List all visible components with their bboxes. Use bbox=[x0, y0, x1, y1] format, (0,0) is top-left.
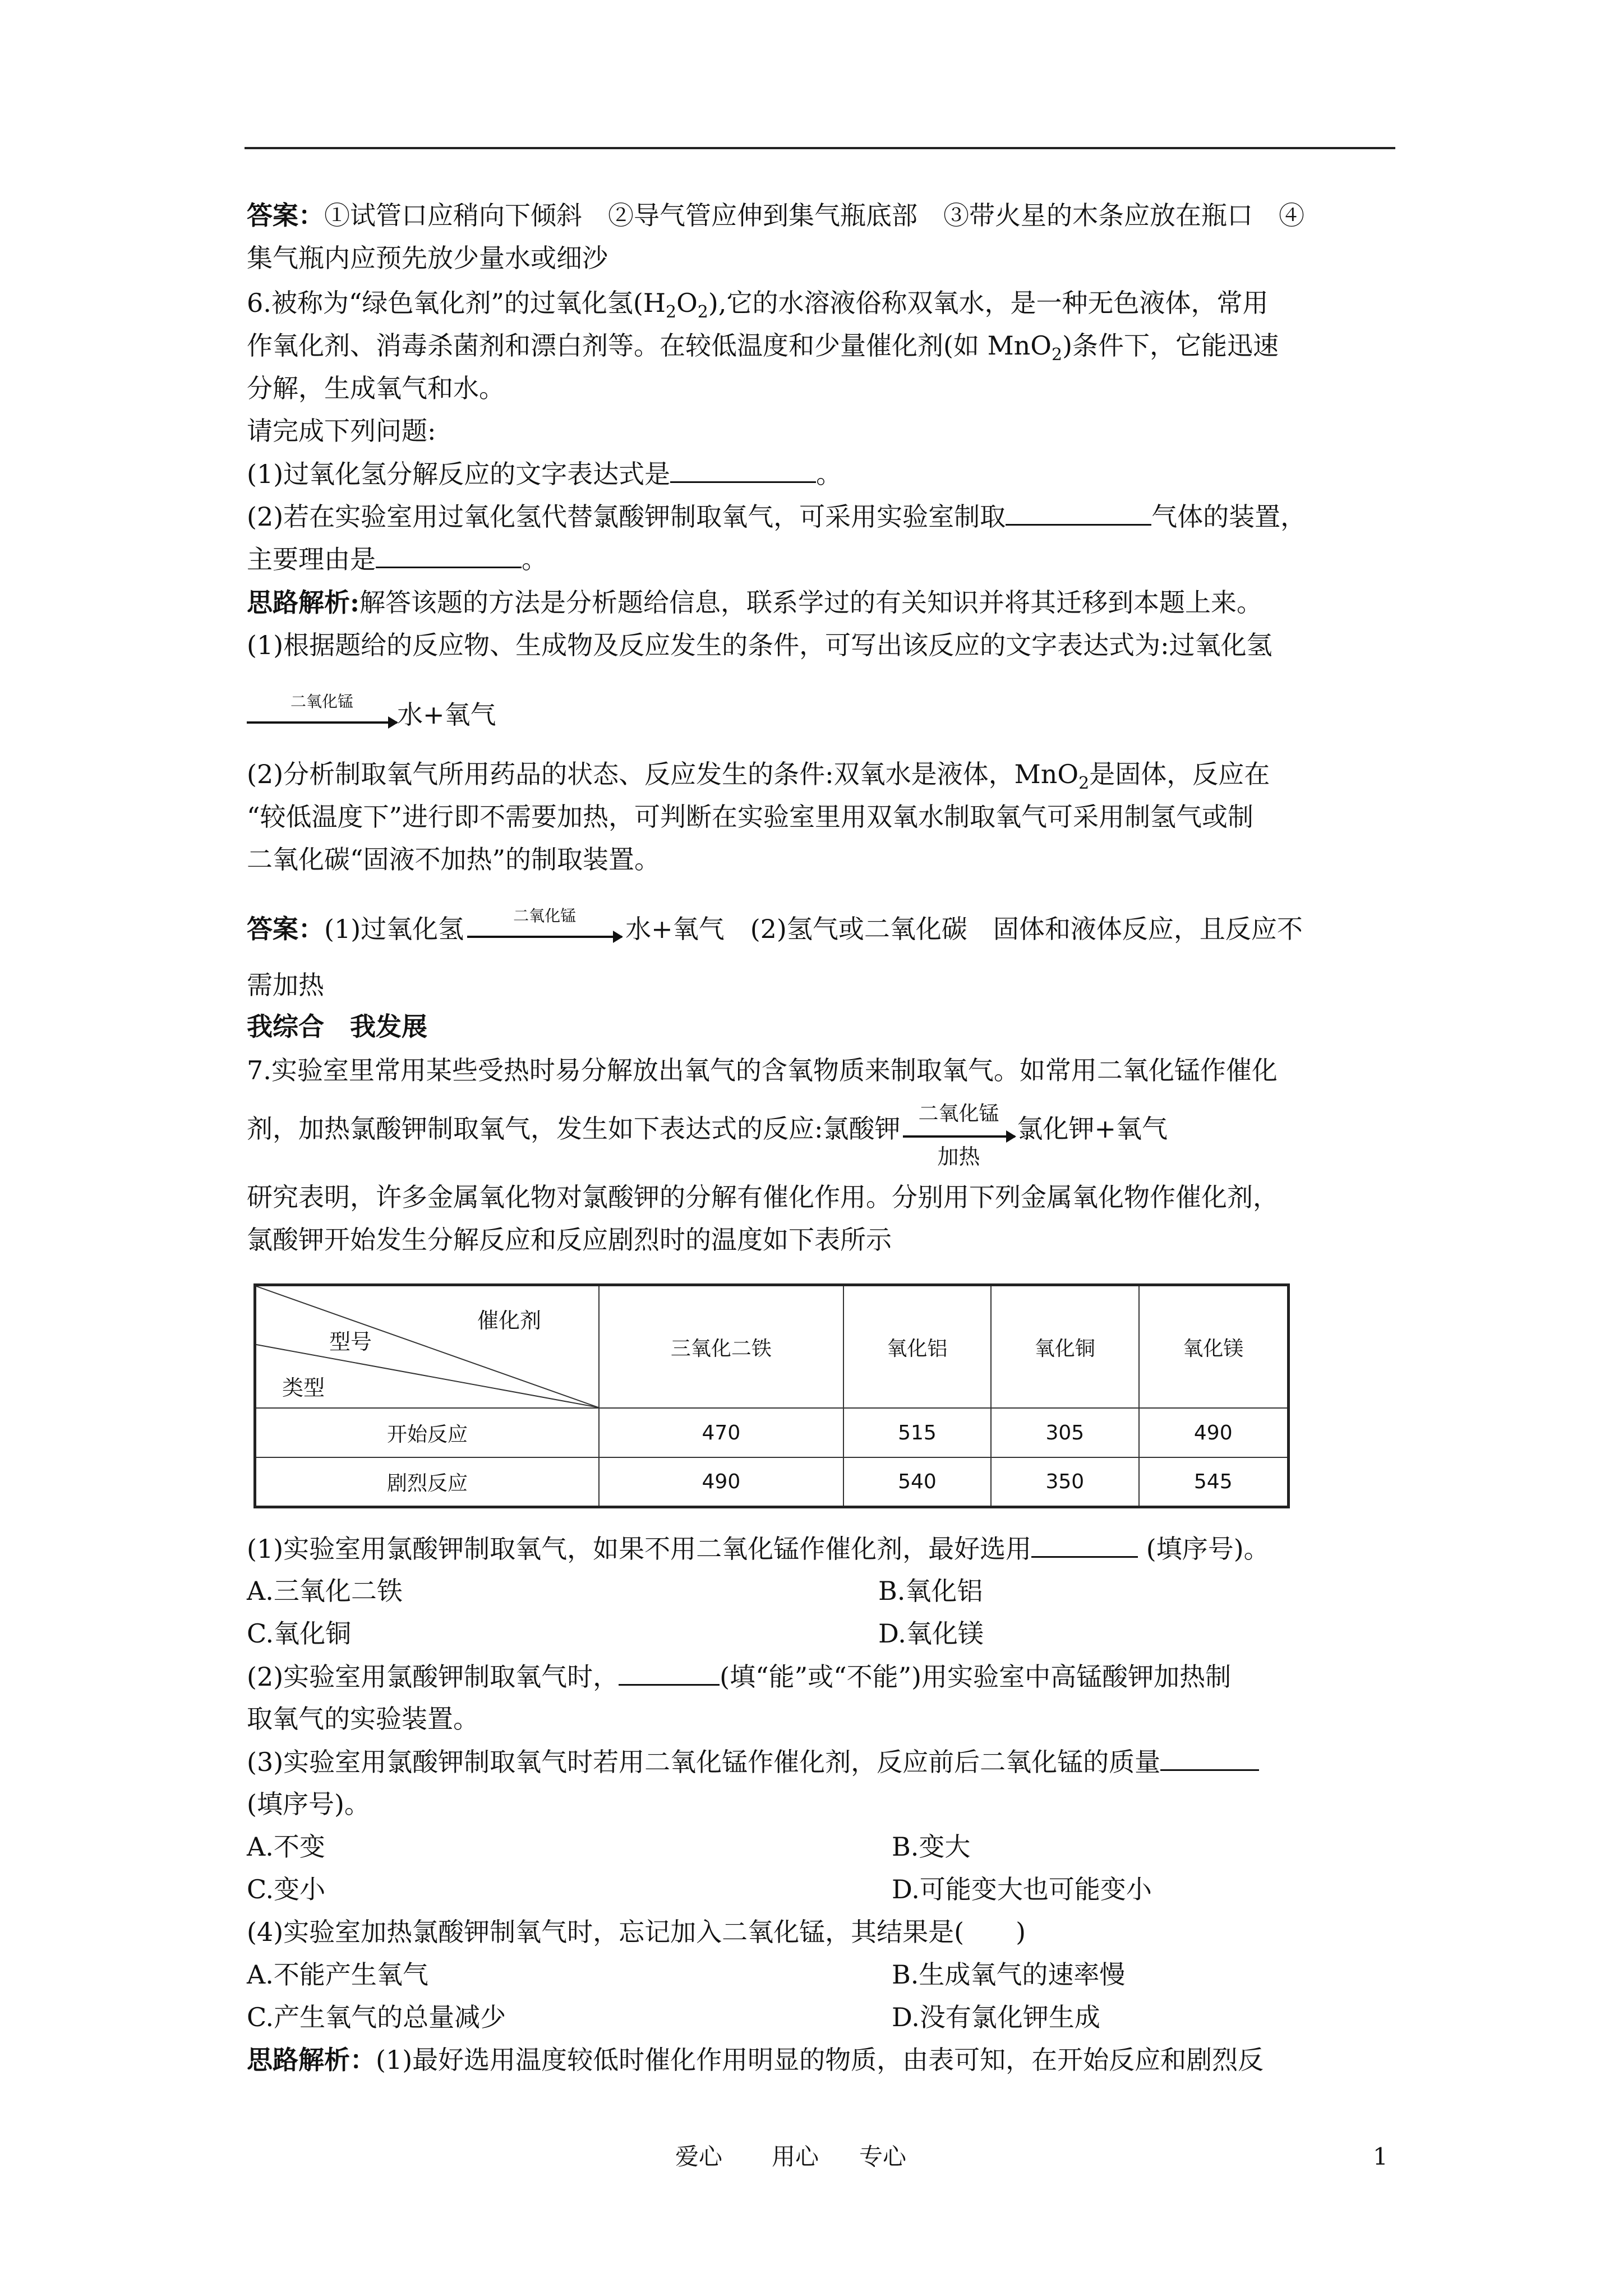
footer-text: 用心 bbox=[772, 2143, 819, 2170]
text: 取氧气的实验装置。 bbox=[247, 1704, 479, 1734]
table-cell: 540 bbox=[843, 1457, 991, 1507]
column-header: 三氧化二铁 bbox=[599, 1285, 843, 1409]
answer-text: ①试管口应稍向下倾斜 ②导气管应伸到集气瓶底部 ③带火星的木条应放在瓶口 ④ bbox=[324, 200, 1304, 231]
text: 解答该题的方法是分析题给信息，联系学过的有关知识并将其迁移到本题上来。 bbox=[359, 587, 1262, 618]
subscript: 2 bbox=[665, 302, 677, 323]
text: (3)实验室用氯酸钾制取氧气时若用二氧化锰作催化剂，反应前后二氧化锰的质量 bbox=[247, 1747, 1161, 1777]
question-7-line bbox=[247, 1053, 1278, 1087]
option-d: D.没有氯化钾生成 bbox=[892, 2002, 1100, 2032]
subscript: 2 bbox=[697, 302, 708, 323]
text: 二氧化碳“固液不加热”的制取装置。 bbox=[247, 844, 661, 875]
text: 是固体，反应在 bbox=[1089, 759, 1270, 789]
answer-line bbox=[247, 241, 608, 275]
table-cell: 470 bbox=[599, 1408, 843, 1457]
answer-label: 答案： bbox=[247, 914, 324, 944]
text: (1)过氧化氢 bbox=[324, 914, 464, 944]
text: 氯酸钾开始发生分解反应和反应剧烈时的温度如下表所示 bbox=[247, 1225, 892, 1255]
text: (1)实验室用氯酸钾制取氧气，如果不用二氧化锰作催化剂，最好选用 bbox=[247, 1534, 1032, 1564]
reaction-arrow bbox=[247, 692, 397, 724]
analysis-line bbox=[247, 586, 1262, 619]
text: 。 bbox=[522, 544, 547, 574]
text: 。 bbox=[816, 459, 842, 489]
text: 主要理由是 bbox=[247, 544, 376, 574]
question-7-part-2 bbox=[247, 1702, 479, 1736]
question-6-line bbox=[247, 371, 505, 405]
header-rule bbox=[245, 147, 1395, 149]
question-7-part-4 bbox=[247, 1915, 1026, 1949]
option-a: A.不能产生氧气 bbox=[247, 1959, 428, 1990]
text: 剂，加热氯酸钾制取氧气，发生如下表达式的反应:氯酸钾 bbox=[247, 1114, 901, 1144]
question-6-part-2 bbox=[247, 499, 1306, 533]
text: (2)分析制取氧气所用药品的状态、反应发生的条件:双氧水是液体，MnO bbox=[247, 759, 1079, 789]
corner-label: 型号 bbox=[329, 1329, 372, 1354]
option-c: C.氧化铜 bbox=[247, 1618, 352, 1649]
option-b: B.变大 bbox=[892, 1832, 971, 1862]
footer-text: 爱心 bbox=[675, 2143, 723, 2170]
table-cell: 490 bbox=[1139, 1408, 1289, 1457]
text: (1)根据题给的反应物、生成物及反应发生的条件，可写出该反应的文字表达式为:过氧化氢 bbox=[247, 630, 1272, 660]
table-corner-cell bbox=[255, 1285, 600, 1409]
row-label: 开始反应 bbox=[255, 1408, 600, 1457]
answer-line bbox=[247, 968, 324, 1002]
table-row bbox=[255, 1457, 1289, 1507]
text: O bbox=[676, 288, 698, 318]
question-6-line bbox=[247, 329, 1279, 365]
question-6-line bbox=[247, 286, 1269, 323]
table-header-row bbox=[255, 1285, 1289, 1409]
question-7-line bbox=[247, 1180, 1279, 1214]
question-7-line bbox=[247, 1223, 892, 1257]
option-c: C.产生氧气的总量减少 bbox=[247, 2002, 506, 2032]
arrow-condition: 二氧化锰 bbox=[918, 1102, 999, 1125]
text: 氯化钾+氧气 bbox=[1017, 1114, 1168, 1144]
answer-blank[interactable] bbox=[619, 1659, 720, 1686]
analysis-line bbox=[247, 2043, 1264, 2077]
catalyst-table bbox=[253, 1283, 1290, 1508]
text: ),它的水溶液俗称双氧水，是一种无色液体，常用 bbox=[708, 288, 1269, 318]
column-header: 氧化镁 bbox=[1139, 1285, 1289, 1409]
table-cell: 305 bbox=[991, 1408, 1138, 1457]
text: 水+氧气 bbox=[397, 700, 496, 730]
text: (填序号)。 bbox=[247, 1789, 370, 1819]
answer-blank[interactable] bbox=[670, 457, 816, 483]
question-6-part-1 bbox=[247, 457, 842, 491]
option-b: B.氧化铝 bbox=[878, 1576, 983, 1606]
question-7-part-2 bbox=[247, 1659, 1231, 1694]
analysis-line bbox=[247, 757, 1270, 794]
text: (2)实验室用氯酸钾制取氧气时， bbox=[247, 1662, 619, 1692]
text: (2)若在实验室用过氧化氢代替氯酸钾制取氧气，可采用实验室制取 bbox=[247, 501, 1006, 532]
answer-line bbox=[247, 907, 1303, 946]
arrow-condition: 二氧化锰 bbox=[290, 692, 353, 711]
row-label: 剧烈反应 bbox=[255, 1457, 600, 1507]
analysis-label: 思路解析： bbox=[247, 2045, 376, 2075]
text: )条件下，它能迅速 bbox=[1062, 330, 1279, 361]
analysis-label: 思路解析: bbox=[247, 587, 359, 618]
page-number: 1 bbox=[1373, 2143, 1388, 2170]
text: 水+氧气 (2)氢气或二氧化碳 固体和液体反应，且反应不 bbox=[625, 914, 1303, 944]
answer-blank[interactable] bbox=[376, 542, 522, 568]
text: 6.被称为“绿色氧化剂”的过氧化氢(H bbox=[247, 288, 666, 318]
answer-blank[interactable] bbox=[1031, 1531, 1138, 1558]
answer-blank[interactable] bbox=[1006, 499, 1151, 526]
text: (填序号)。 bbox=[1138, 1534, 1270, 1564]
table-cell: 350 bbox=[991, 1457, 1138, 1507]
text: 7.实验室里常用某些受热时易分解放出氧气的含氧物质来制取氧气。如常用二氧化锰作催化 bbox=[247, 1055, 1278, 1085]
option-c: C.变小 bbox=[247, 1874, 326, 1904]
arrow-condition: 二氧化锰 bbox=[513, 907, 577, 925]
corner-label: 催化剂 bbox=[477, 1308, 542, 1333]
text: 气体的装置， bbox=[1151, 501, 1307, 532]
question-7-part-1 bbox=[247, 1531, 1270, 1566]
text: (4)实验室加热氯酸钾制氧气时，忘记加入二氧化锰，其结果是( ) bbox=[247, 1917, 1026, 1947]
option-a: A.不变 bbox=[247, 1832, 325, 1862]
column-header: 氧化铝 bbox=[843, 1285, 991, 1409]
reaction-arrow bbox=[903, 1102, 1015, 1169]
column-header: 氧化铜 bbox=[991, 1285, 1138, 1409]
question-6-part-2 bbox=[247, 542, 547, 576]
arrow-condition: 加热 bbox=[937, 1144, 980, 1169]
question-7-part-3 bbox=[247, 1787, 370, 1821]
footer-text: 专心 bbox=[859, 2143, 907, 2170]
analysis-line bbox=[247, 628, 1272, 662]
question-7-part-3 bbox=[247, 1745, 1259, 1779]
text: (1)最好选用温度较低时催化作用明显的物质，由表可知，在开始反应和剧烈反 bbox=[376, 2045, 1264, 2075]
option-a: A.三氧化二铁 bbox=[247, 1576, 403, 1606]
table-cell: 545 bbox=[1139, 1457, 1289, 1507]
subscript: 2 bbox=[1078, 774, 1090, 794]
section-heading: 我综合 我发展 bbox=[247, 1011, 427, 1042]
text: (1)过氧化氢分解反应的文字表达式是 bbox=[247, 459, 671, 489]
table-cell: 490 bbox=[599, 1457, 843, 1507]
text: 请完成下列问题: bbox=[247, 416, 436, 446]
reaction-arrow bbox=[467, 907, 622, 938]
equation-line bbox=[247, 692, 496, 731]
table-row bbox=[255, 1408, 1289, 1457]
answer-line bbox=[247, 199, 1304, 232]
analysis-line bbox=[247, 843, 660, 876]
option-d: D.可能变大也可能变小 bbox=[892, 1874, 1152, 1904]
answer-blank[interactable] bbox=[1160, 1745, 1259, 1771]
question-7-line bbox=[247, 1102, 1168, 1169]
answer-label: 答案： bbox=[247, 200, 324, 231]
question-6-line bbox=[247, 414, 436, 448]
table-cell: 515 bbox=[843, 1408, 991, 1457]
text: 分解，生成氧气和水。 bbox=[247, 373, 505, 403]
text: 需加热 bbox=[247, 970, 324, 1000]
answer-text: 集气瓶内应预先放少量水或细沙 bbox=[247, 243, 608, 273]
text: 作氧化剂、消毒杀菌剂和漂白剂等。在较低温度和少量催化剂(如 MnO bbox=[247, 330, 1052, 361]
text: 研究表明，许多金属氧化物对氯酸钾的分解有催化作用。分别用下列金属氧化物作催化剂， bbox=[247, 1182, 1279, 1212]
option-b: B.生成氧气的速率慢 bbox=[892, 1959, 1126, 1990]
text: (填“能”或“不能”)用实验室中高锰酸钾加热制 bbox=[720, 1662, 1232, 1692]
text: “较低温度下”进行即不需要加热，可判断在实验室里用双氧水制取氧气可采用制氢气或制 bbox=[247, 802, 1254, 832]
option-d: D.氧化镁 bbox=[878, 1618, 984, 1649]
analysis-line bbox=[247, 800, 1253, 834]
subscript: 2 bbox=[1052, 345, 1063, 365]
corner-label: 类型 bbox=[282, 1375, 325, 1400]
